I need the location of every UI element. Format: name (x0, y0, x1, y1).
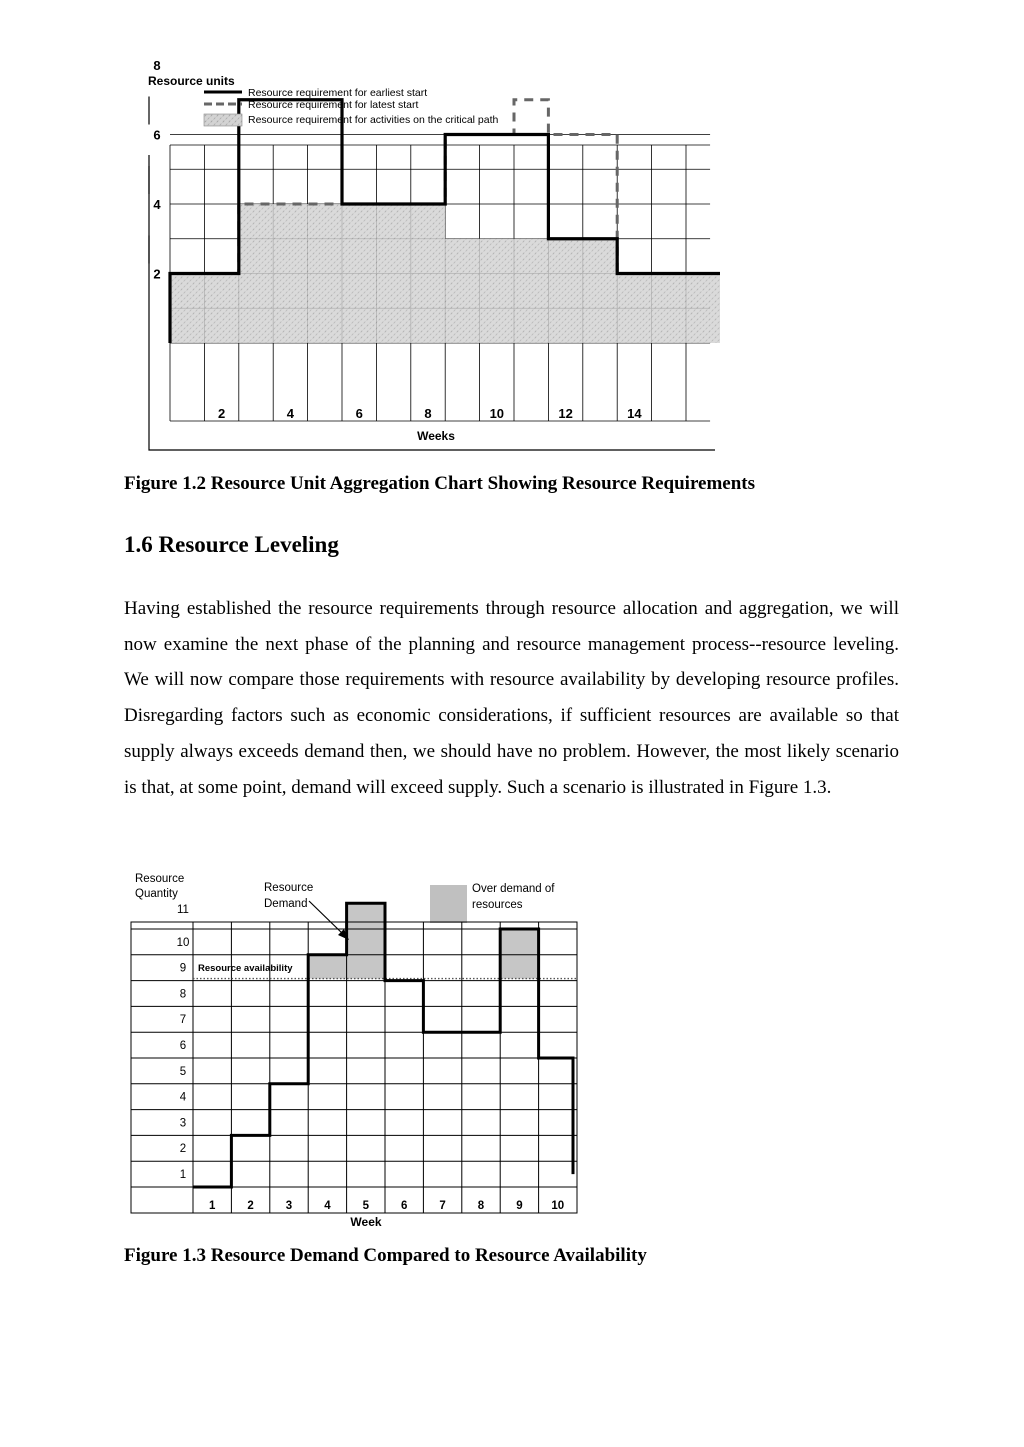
y-tick-label: 1 (179, 1169, 187, 1181)
y-tick-label: 6 (179, 1040, 187, 1052)
x-tick-label: 7 (439, 1200, 446, 1212)
x-tick-label: 12 (558, 406, 573, 421)
y-tick-label: 4 (179, 1091, 187, 1104)
demand-label: Demand (264, 898, 308, 910)
x-tick-label: 10 (551, 1200, 565, 1212)
x-axis-label: Week (350, 1215, 382, 1229)
x-tick-label: 10 (489, 406, 505, 421)
y-tick-label: 10 (176, 936, 190, 949)
x-tick-label: 6 (400, 1200, 408, 1212)
x-tick-label: 6 (355, 406, 363, 421)
demand-arrow (309, 901, 344, 935)
figure-1-3-caption: Figure 1.3 Resource Demand Compared to Resource Availability (124, 1245, 647, 1266)
over-demand-label: resources (472, 899, 523, 911)
over-demand-legend-swatch (430, 885, 467, 923)
y-tick-label: 8 (153, 60, 161, 73)
over-demand-bar (308, 955, 346, 979)
x-tick-label: 1 (208, 1200, 216, 1212)
y-axis-label: Quantity (135, 888, 178, 900)
x-tick-label: 4 (286, 406, 295, 421)
legend-label: Resource requirement for activities on the critical path (248, 114, 499, 126)
y-axis-label: Resource (135, 873, 185, 885)
x-axis-label: Weeks (417, 429, 455, 443)
y-tick-label: 2 (153, 266, 161, 282)
x-tick-label: 9 (516, 1200, 523, 1212)
figure-1-2-caption: Figure 1.2 Resource Unit Aggregation Chart Showing Resource Requirements (124, 473, 756, 494)
x-tick-label: 2 (247, 1200, 254, 1212)
over-demand-bar (347, 903, 385, 978)
legend-label: Resource requirement for earliest start (248, 87, 428, 99)
section-heading: 1.6 Resource Leveling (124, 532, 339, 557)
y-tick-label: 5 (179, 1065, 187, 1078)
x-tick-label: 8 (477, 1200, 485, 1212)
demand-label: Resource (264, 882, 314, 894)
x-tick-label: 5 (362, 1200, 370, 1212)
y-tick-label: 2 (179, 1143, 187, 1156)
body-paragraph: Having established the resource requirements through resource allocation and aggregation, we will now examine the next phase of the planning and resource management process--resource leveling. We will now compare those requirements with resource availability by developing resource profiles. Disregarding factors such as economic considerations, if sufficient resources are available so that supply always exceeds demand then, we should have no problem. However, the most likely scenario is that, at some point, demand will exceed supply. Such a scenario is illustrated in Figure 1.3. (124, 598, 899, 798)
y-tick-label: 7 (179, 1014, 187, 1027)
y-tick-label: 3 (179, 1117, 187, 1130)
y-tick-label: 11 (177, 904, 189, 916)
x-tick-label: 4 (324, 1200, 331, 1212)
y-axis-label: Resource units (148, 74, 235, 88)
over-demand-label: Over demand of (472, 883, 555, 895)
legend-label: Resource requirement for latest start (248, 99, 419, 111)
availability-label: Resource availability (198, 963, 293, 974)
demand-availability-chart (120, 865, 590, 1235)
x-tick-label: 8 (424, 406, 432, 421)
y-tick-label: 4 (153, 197, 161, 212)
x-tick-label: 3 (285, 1200, 293, 1212)
y-tick-label: 9 (179, 962, 187, 975)
legend-swatch-shaded (204, 114, 242, 126)
over-demand-bar (500, 929, 538, 979)
x-tick-label: 2 (217, 406, 226, 421)
y-tick-label: 6 (153, 127, 161, 143)
y-tick-label: 8 (179, 988, 187, 1001)
aggregation-chart (120, 60, 720, 460)
x-tick-label: 14 (627, 406, 642, 421)
